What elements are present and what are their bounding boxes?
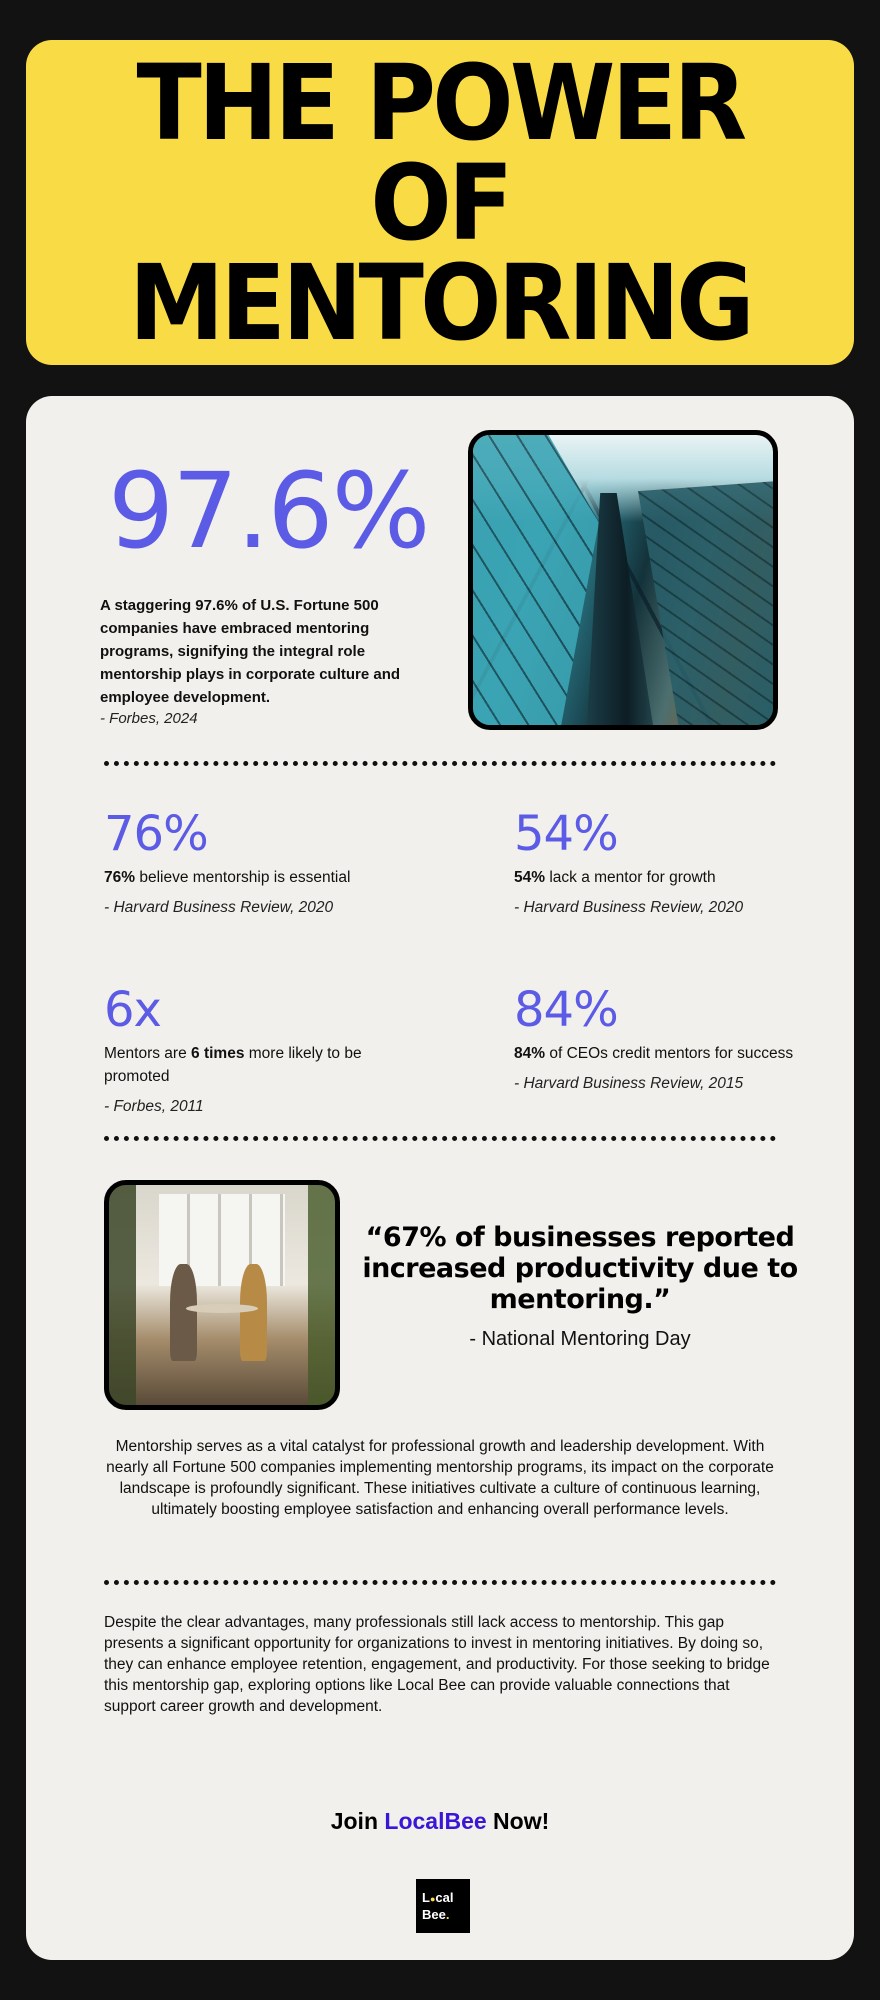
stat-source: - Harvard Business Review, 2020: [514, 899, 744, 916]
stat-number: 6x: [104, 982, 161, 1038]
hero-stat-number: 97.6%: [108, 450, 429, 572]
logo-dot-icon: ●: [429, 1894, 436, 1904]
quote-text: “67% of businesses reported increased productivity due to mentoring.”: [362, 1222, 798, 1315]
dotted-divider: [104, 761, 776, 766]
person-right: [240, 1264, 267, 1361]
quote-source: - National Mentoring Day: [469, 1328, 691, 1350]
stat-description: Mentors are 6 times more likely to be promoted: [104, 1045, 362, 1085]
hero-stat-source: - Forbes, 2024: [100, 710, 198, 727]
hero-stat-description: A staggering 97.6% of U.S. Fortune 500 companies have embraced mentoring programs, signifying the integral role mentorship plays in corporate culture and employee development.: [100, 597, 401, 706]
stat-card: [514, 808, 814, 917]
title-line-1: THE POWER OF: [136, 41, 744, 264]
stat-source: - Harvard Business Review, 2020: [104, 899, 334, 916]
stat-source: - Harvard Business Review, 2015: [514, 1075, 744, 1092]
stat-number: 84%: [514, 982, 618, 1038]
cta-prefix: Join: [330, 1808, 385, 1834]
stat-number: 76%: [104, 806, 208, 862]
person-left: [170, 1264, 197, 1361]
stat-description: 54% lack a mentor for growth: [514, 869, 716, 886]
stat-number: 54%: [514, 806, 618, 862]
cta-suffix: Now!: [486, 1808, 550, 1834]
content-card: [26, 396, 854, 1960]
localbee-logo[interactable]: L●cal Bee.: [416, 1879, 470, 1933]
title-banner: [26, 40, 854, 365]
page-title: [59, 41, 821, 364]
stat-description: 84% of CEOs credit mentors for success: [514, 1045, 794, 1062]
table: [186, 1304, 258, 1313]
stat-description: 76% believe mentorship is essential: [104, 869, 351, 886]
dotted-divider: [104, 1580, 776, 1585]
skyscraper-image: [468, 430, 778, 730]
dotted-divider: [104, 1136, 776, 1141]
meeting-image: [104, 1180, 340, 1410]
stat-source: - Forbes, 2011: [104, 1098, 204, 1115]
stat-card: [104, 808, 404, 917]
cta-brand-link[interactable]: LocalBee: [384, 1808, 487, 1834]
stat-card: [514, 984, 814, 1093]
impact-paragraph: Mentorship serves as a vital catalyst for professional growth and leadership development. With nearly all Fortune 500 companies implementing mentorship programs, its impact on the corporate landscape is profoundly significant. These initiatives cultivate a culture of continuous learning, ultimately boosting employee satisfaction and enhancing overall performance levels.: [106, 1438, 774, 1518]
join-cta[interactable]: [26, 1808, 854, 1835]
gap-paragraph: Despite the clear advantages, many professionals still lack access to mentorship. This gap presents a significant opportunity for organizations to invest in mentoring initiatives. By doing so, they can enhance employee retention, engagement, and productivity. For those seeking to bridge this mentorship gap, exploring options like Local Bee can provide valuable connections that support career growth and development.: [104, 1614, 770, 1715]
right-glass-facade: [638, 481, 773, 725]
title-line-2: MENTORING: [128, 241, 752, 364]
stat-card: [104, 984, 404, 1116]
